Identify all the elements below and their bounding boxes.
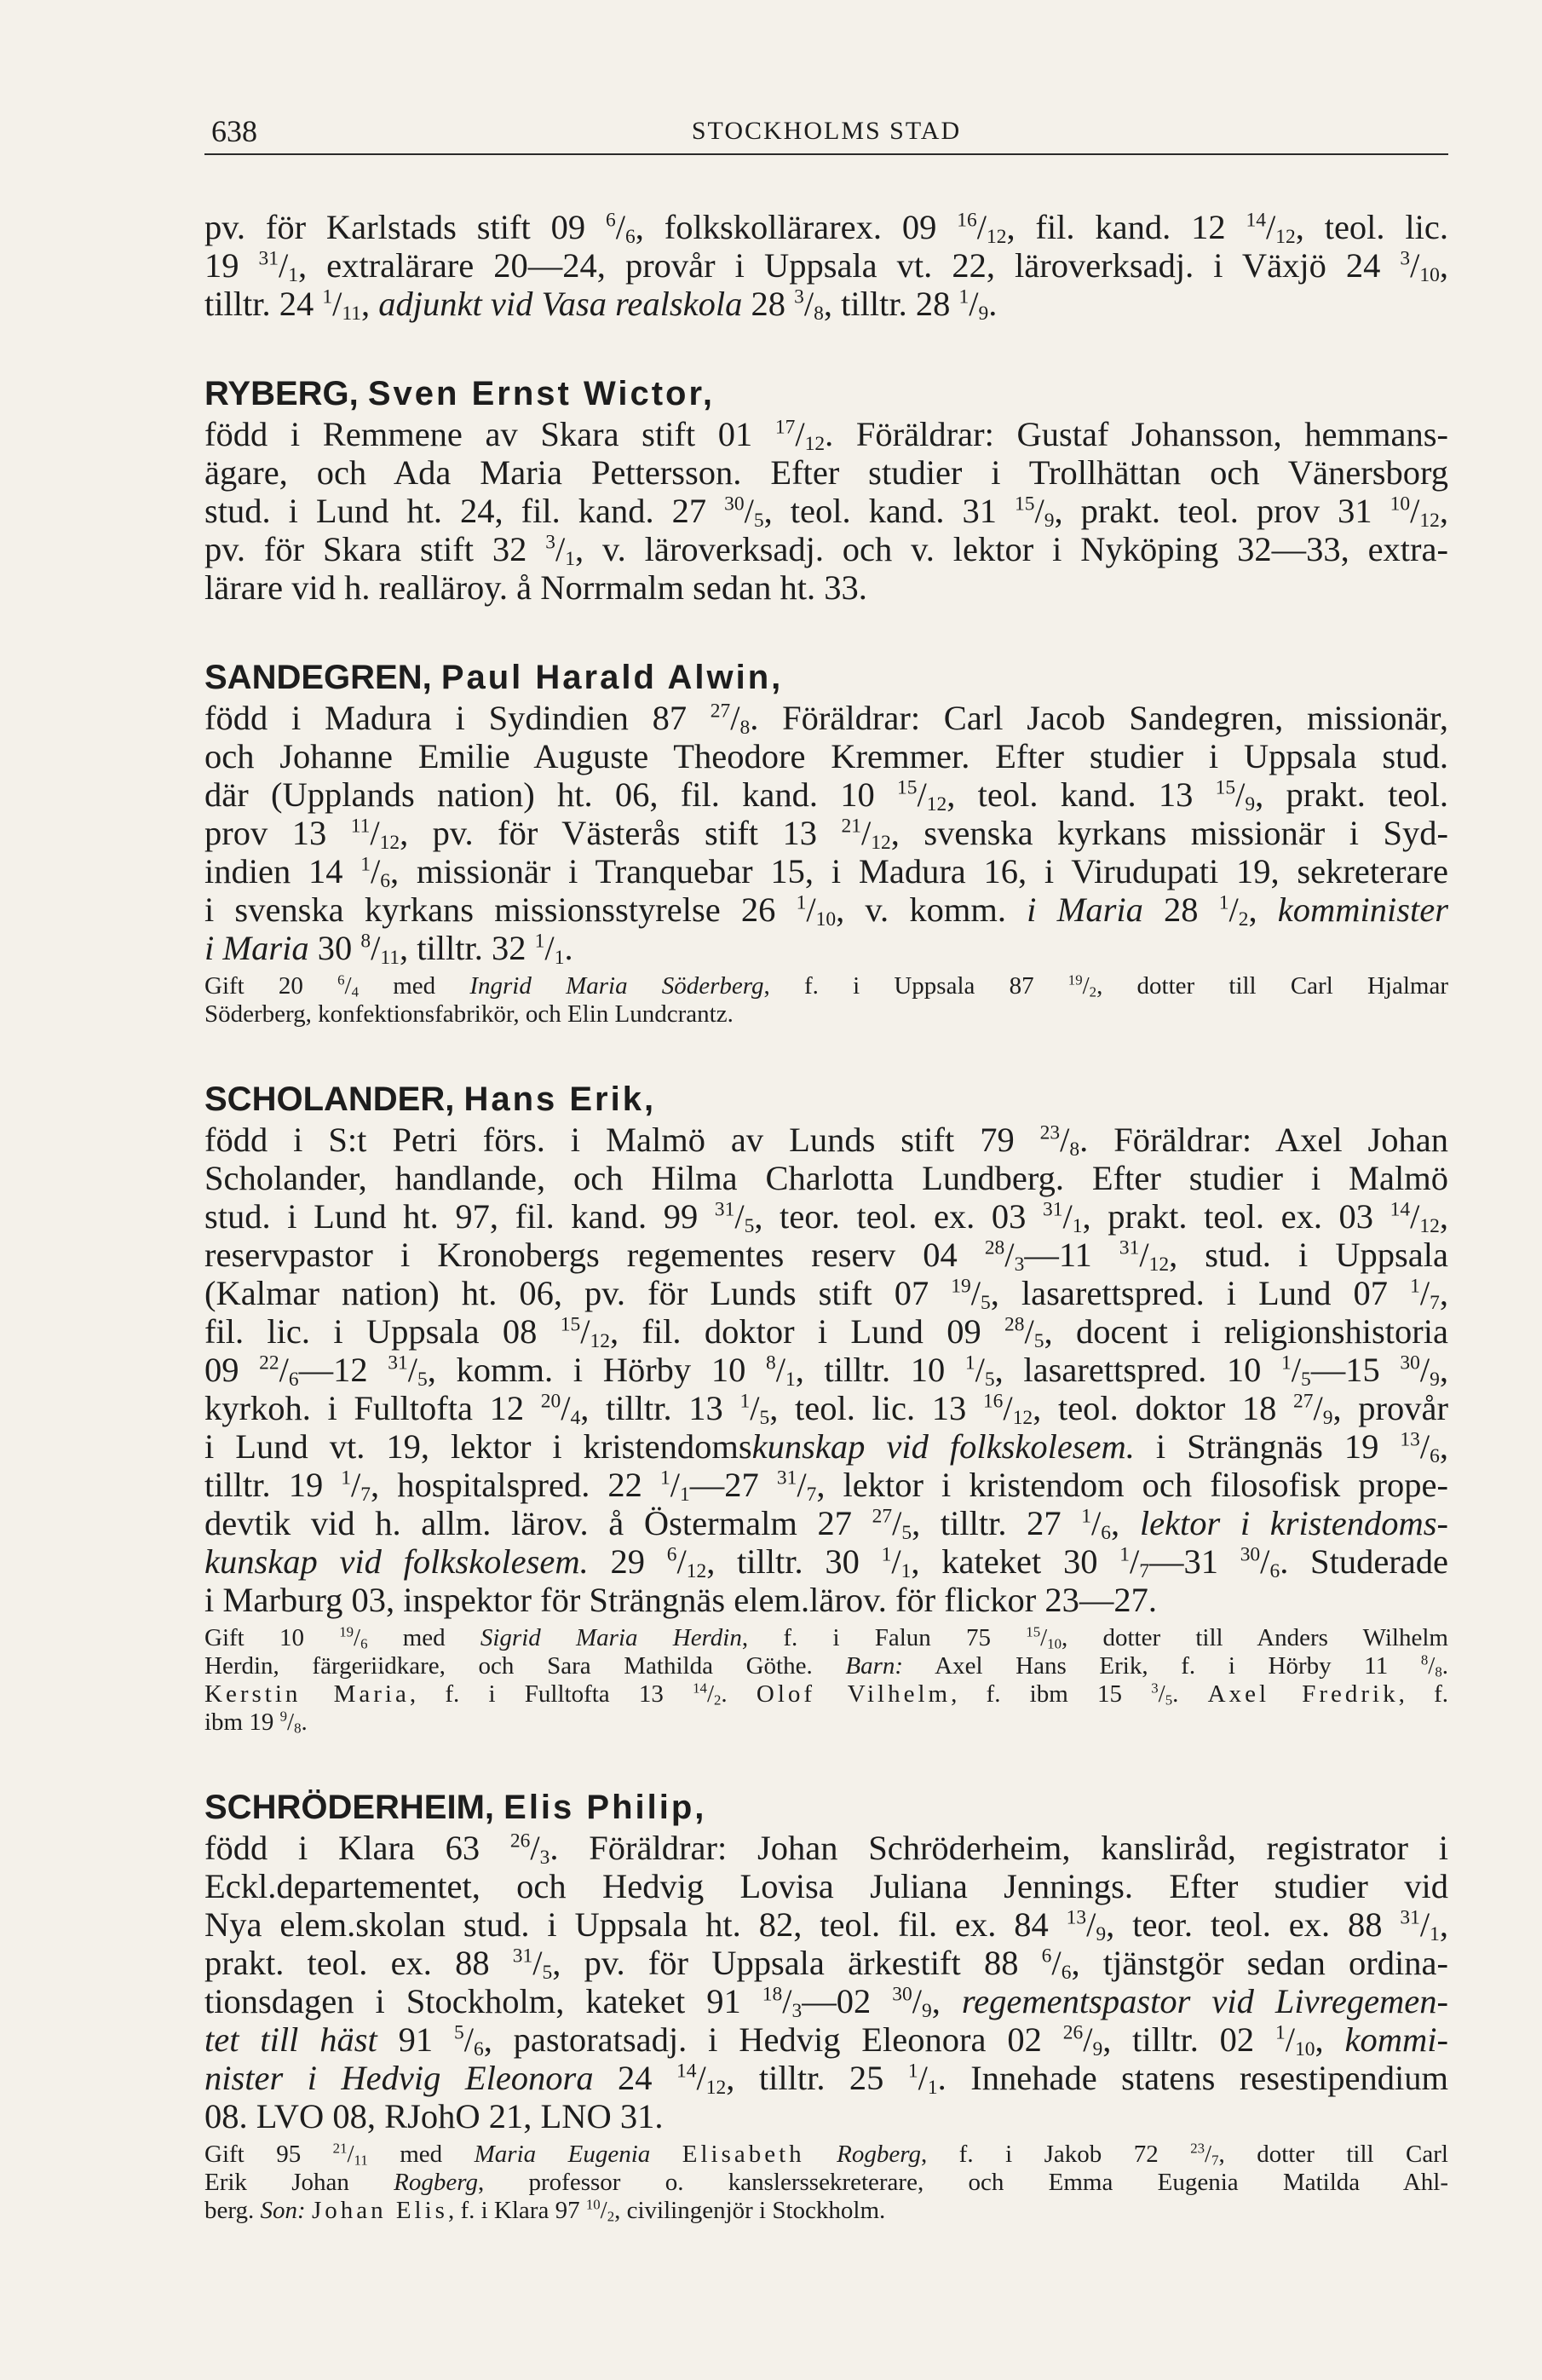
running-title: STOCKHOLMS STAD <box>691 117 962 145</box>
biography-line: tilltr. 24 $^1/_{11}$, adjunkt vid Vasa realskola 28 $^3/_8$, tilltr. 28 $^1/_9$. <box>204 285 998 326</box>
entry-surname: SANDEGREN, <box>204 659 441 696</box>
biography-line: och Johanne Emilie Auguste Theodore Kremmer. Efter studier i Uppsala stud. <box>204 737 1448 775</box>
marriage-note-line: Herdin, färgeriidkare, och Sara Mathilda Göthe. Barn: Axel Hans Erik, f. i Hörby 11 $^8/_8$. <box>204 1651 1448 1680</box>
biography-line: tionsdagen i Stockholm, kateket 91 $^{18}/_3—02$ $^{30}/_9$, regementspastor vid Livregemen- <box>204 1982 1449 2023</box>
biography-line: född i Madura i Sydindien 87 $^{27}/_8$. Föräldrar: Carl Jacob Sandegren, missionär, <box>204 699 1448 740</box>
biography-line: stud. i Lund ht. 24, fil. kand. 27 $^{30}/_5$, teol. kand. 31 $^{15}/_9$, prakt. teol. prov 31 $^{10}/_{12}$, <box>204 492 1449 533</box>
biography-entry <box>204 1078 1448 1737</box>
biography-line: pv. för Skara stift 32 $^3/_1$, v. läroverksadj. och v. lektor i Nyköping 32—33, extra- <box>204 530 1449 571</box>
biography-line: tet till häst 91 $^5/_6$, pastoratsadj. i Hedvig Eleonora 02 $^{26}/_9$, tilltr. 02 $^1/_{10}$, kommi- <box>204 2020 1448 2061</box>
biography-line: kunskap vid folkskolesem. 29 $^6/_{12}$, tilltr. 30 $^1/_1$, kateket 30 $^1/_7—31$ $^{30}/_6$. Studerade <box>204 1542 1448 1583</box>
entry-surname: SCHRÖDERHEIM, <box>204 1789 504 1826</box>
biography-line: Nya elem.skolan stud. i Uppsala ht. 82, teol. fil. ex. 84 $^{13}/_9$, teor. teol. ex. 88 $^{31}/_1$, <box>204 1905 1448 1946</box>
biography-entry <box>204 208 1449 326</box>
biography-line: tilltr. 19 $^1/_7$, hospitalspred. 22 $^1/_1—27$ $^{31}/_7$, lektor i kristendom och filosofisk prope- <box>204 1466 1449 1507</box>
biography-line: (Kalmar nation) ht. 06, pv. för Lunds stift 07 $^{19}/_5$, lasarettspred. i Lund 07 $^1/_7$, <box>204 1274 1448 1315</box>
entry-given-names: Sven Ernst Wictor, <box>367 375 715 412</box>
biography-line: född i Klara 63 $^{26}/_3$. Föräldrar: Johan Schröderheim, kansliråd, registrator i <box>204 1829 1448 1870</box>
biography-line: nister i Hedvig Eleonora 24 $^{14}/_{12}$, tilltr. 25 $^1/_1$. Innehade statens resestipendium <box>204 2059 1449 2100</box>
entry-heading <box>204 656 1448 699</box>
biography-line: Eckl.departementet, och Hedvig Lovisa Juliana Jennings. Efter studier vid <box>204 1867 1448 1905</box>
entry-surname: RYBERG, <box>204 375 368 412</box>
biography-line: i Lund vt. 19, lektor i kristendomskunskap vid folkskolesem. i Strängnäs 19 $^{13}/_6$, <box>204 1427 1448 1468</box>
entry-surname: SCHOLANDER, <box>204 1081 464 1118</box>
marriage-note-line: Gift 10 $^{19}/_6$ med Sigrid Maria Herdin, f. i Falun 75 $^{15}/_{10}$, dotter till Anders Wilhelm <box>204 1623 1448 1652</box>
biography-line: 19 $^{31}/_1$, extralärare 20—24, provår i Uppsala vt. 22, läroverksadj. i Växjö 24 $^3/_{10}$, <box>204 246 1448 287</box>
marriage-note-line: Kerstin Maria, f. i Fulltofta 13 $^{14}/_2$. Olof Vilhelm, f. ibm 15 $^3/_5$. Axel Fredrik, f. <box>204 1680 1448 1709</box>
biography-line: ägare, och Ada Maria Pettersson. Efter studier i Trollhättan och Vänersborg <box>204 453 1448 492</box>
biography-line: född i Remmene av Skara stift 01 $^{17}/_{12}$. Föräldrar: Gustaf Johansson, hemmans- <box>204 415 1448 456</box>
biography-line: i Marburg 03, inspektor för Strängnäs elem.lärov. för flickor 23—27. <box>204 1581 1158 1619</box>
biography-line: kyrkoh. i Fulltofta 12 $^{20}/_4$, tilltr. 13 $^1/_5$, teol. lic. 13 $^{16}/_{12}$, teol. doktor 18 $^{27}/_9$, provår <box>204 1389 1448 1430</box>
page-number: 638 <box>211 114 257 148</box>
biography-line: 09 $^{22}/_6—12$ $^{31}/_5$, komm. i Hörby 10 $^8/_1$, tilltr. 10 $^1/_5$, lasarettspred. 10 $^1/_5—15$ $^{30}/_9$, <box>204 1351 1449 1392</box>
biography-line: prov 13 $^{11}/_{12}$, pv. för Västerås stift 13 $^{21}/_{12}$, svenska kyrkans missionär i Syd- <box>204 814 1448 855</box>
biography-entry <box>204 656 1448 1029</box>
document-body <box>204 208 1448 2225</box>
biography-line: lärare vid h. realläroy. å Norrmalm sedan ht. 33. <box>204 568 867 607</box>
entry-given-names: Paul Harald Alwin, <box>440 659 784 696</box>
marriage-note-line: Gift 95 $^{21}/_{11}$ med Maria Eugenia Elisabeth Rogberg, f. i Jakob 72 $^{23}/_7$, dotter till Carl <box>204 2140 1448 2169</box>
entry-given-names: Hans Erik, <box>463 1081 657 1118</box>
biography-entry <box>204 372 1448 607</box>
entry-given-names: Elis Philip, <box>503 1789 707 1826</box>
entry-heading <box>204 1078 1448 1121</box>
biography-line: stud. i Lund ht. 97, fil. kand. 99 $^{31}/_5$, teor. teol. ex. 03 $^{31}/_1$, prakt. teol. ex. 03 $^{14}/_{12}$, <box>204 1197 1448 1238</box>
entry-heading <box>204 372 1448 415</box>
marriage-note-line: Erik Johan Rogberg, professor o. kanslerssekreterare, och Emma Eugenia Matilda Ahl- <box>204 2169 1448 2196</box>
biography-line: devtik vid h. allm. lärov. å Östermalm 27 $^{27}/_5$, tilltr. 27 $^1/_6$, lektor i kristendoms- <box>204 1504 1449 1545</box>
biography-line: där (Upplands nation) ht. 06, fil. kand. 10 $^{15}/_{12}$, teol. kand. 13 $^{15}/_9$, prakt. teol. <box>204 775 1448 816</box>
biography-line: 08. LVO 08, RJohO 21, LNO 31. <box>204 2097 664 2135</box>
biography-line: reservpastor i Kronobergs regementes reserv 04 $^{28}/_3—11$ $^{31}/_{12}$, stud. i Uppsala <box>204 1236 1449 1276</box>
marriage-note-line: berg. Son: Johan Elis, f. i Klara 97 $^{10}/_2$, civilingenjör i Stockholm. <box>204 2196 886 2225</box>
marriage-note-line: Söderberg, konfektionsfabrikör, och Elin Lundcrantz. <box>204 1000 734 1028</box>
biography-line: prakt. teol. ex. 88 $^{31}/_5$, pv. för Uppsala ärkestift 88 $^6/_6$, tjänstgör sedan ordina- <box>204 1944 1449 1985</box>
biography-line: pv. för Karlstads stift 09 $^6/_6$, folkskollärarex. 09 $^{16}/_{12}$, fil. kand. 12 $^{14}/_{12}$, teol. lic. <box>204 208 1449 249</box>
entry-heading <box>204 1786 1448 1829</box>
biography-line: i svenska kyrkans missionsstyrelse 26 $^1/_{10}$, v. komm. i Maria 28 $^1/_2$, komminister <box>204 890 1449 931</box>
biography-line: Scholander, handlande, och Hilma Charlotta Lundberg. Efter studier i Malmö <box>204 1159 1448 1197</box>
biography-entry <box>204 1786 1448 2225</box>
page-header <box>204 112 1448 155</box>
marriage-note-line: ibm 19 $^9/_8$. <box>204 1708 308 1737</box>
marriage-note-line: Gift 20 $^6/_4$ med Ingrid Maria Söderberg, f. i Uppsala 87 $^{19}/_2$, dotter till Carl Hjalmar <box>204 971 1448 1000</box>
biography-line: i Maria 30 $^8/_{11}$, tilltr. 32 $^1/_1$. <box>204 929 573 970</box>
biography-line: fil. lic. i Uppsala 08 $^{15}/_{12}$, fil. doktor i Lund 09 $^{28}/_5$, docent i religionshistoria <box>204 1312 1449 1353</box>
biography-line: indien 14 $^1/_6$, missionär i Tranquebar 15, i Madura 16, i Virudupati 19, sekreterare <box>204 852 1449 893</box>
biography-line: född i S:t Petri förs. i Malmö av Lunds stift 79 $^{23}/_8$. Föräldrar: Axel Johan <box>204 1121 1449 1161</box>
